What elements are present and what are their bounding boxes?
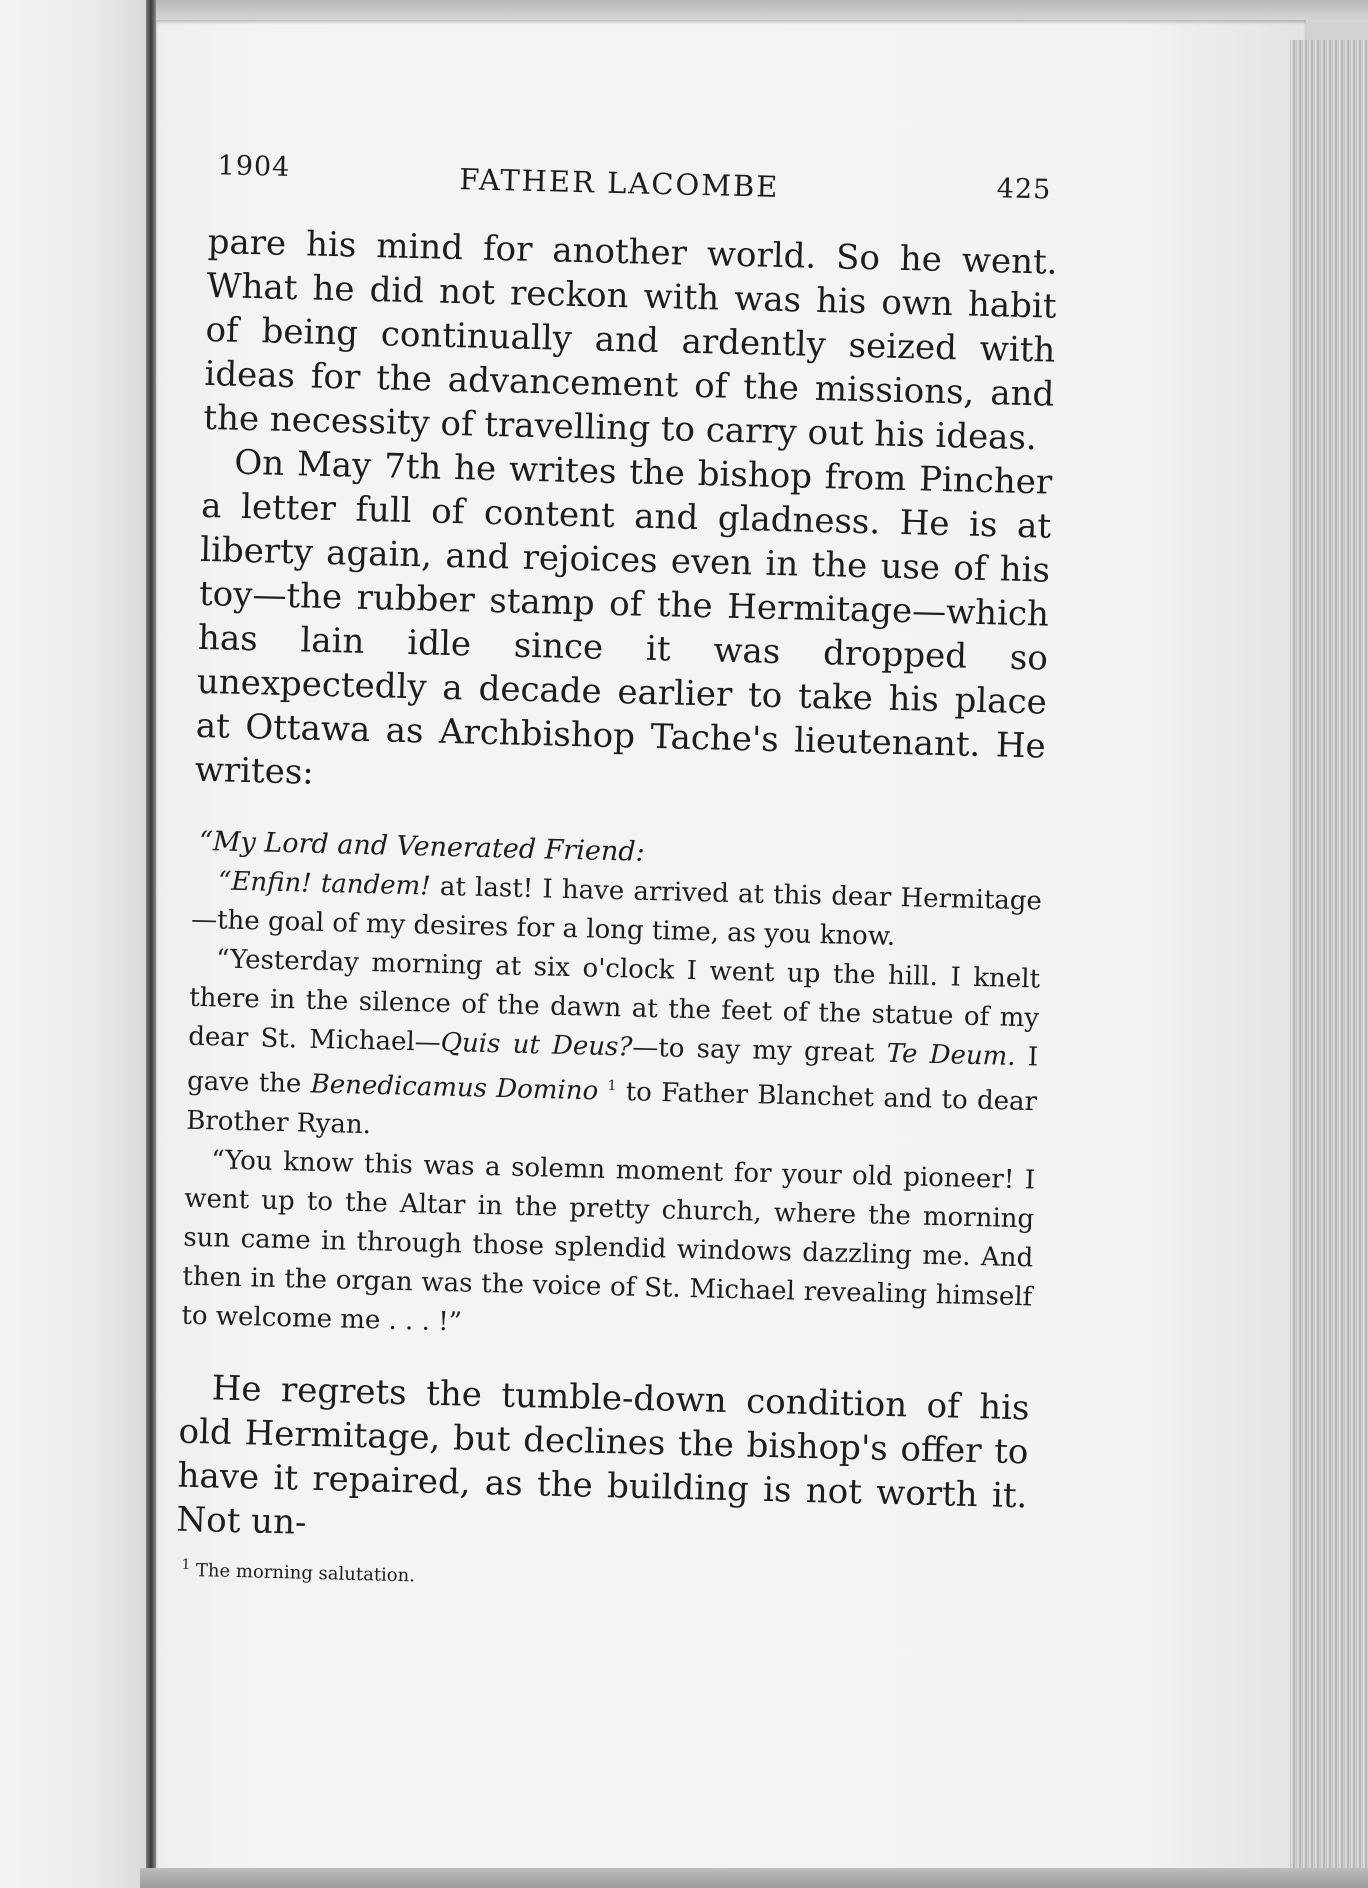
letter-text: “Yesterday morning at six o'clock I went up the hill. I knelt there in the silence of the dawn at the feet of the statue of my dear St. Michael— (187, 944, 1041, 1058)
footnote-text: The morning salutation. (189, 1559, 416, 1587)
footnote-mark: 1 (181, 1556, 191, 1573)
header-year: 1904 (217, 150, 291, 183)
letter-italic: Te Deum. (886, 1038, 1016, 1072)
letter-text: to Father Blanchet and to dear Brother Ryan. (185, 1076, 1038, 1140)
letter-text: I gave the (186, 1041, 1039, 1100)
page-text (175, 150, 1060, 1604)
top-shadow (150, 0, 1368, 22)
paragraph-3: He regrets the tumble-down condition of his old Hermitage, but declines the bishop's offer to have it repaired, as the building is not worth it. Not un- (176, 1368, 1030, 1543)
letter-paragraph-3: “You know this was a solemn moment for your old pioneer! I went up to the Altar in the pretty church, where the morning sun came in through those splendid windows dazzling me. And then in the organ was the voice of St. Michael revealing himself to welcome me . . . !” (181, 1144, 1036, 1338)
letter-italic: Quis ut Deus? (440, 1027, 633, 1063)
letter-paragraph-2 (186, 940, 1041, 1161)
paragraph-1: pare his mind for another world. So he went. What he did not reckon with was his own habit of being continually and ardently seized with ideas for the advancement of the missions, and the necessity of travelling to carry out his ideas. (202, 221, 1058, 459)
paragraph-2: On May 7th he writes the bishop from Pincher a letter full of content and gladness. He is at liberty again, and rejoices even in the use of his toy—the rubber stamp of the Hermitage—which has lain idle since it was dropped so unexpectedly a decade earlier to take his place at Ottawa as Archbishop Tache's lieutenant. He writes: (194, 442, 1053, 793)
letter-text: at last! I have arrived at this dear Hermitage—the goal of my desires for a long time, as you know. (190, 871, 1043, 952)
letter-salutation: “My Lord and Venerated Friend: (198, 825, 646, 868)
left-page-edge (0, 0, 150, 1888)
page-edges (1290, 40, 1368, 1888)
letter-italic: “Enfin! tandem! (217, 866, 432, 902)
book-gutter (146, 0, 156, 1888)
page-number: 425 (996, 173, 1052, 206)
footnote-reference: 1 (607, 1077, 617, 1095)
letter-italic: Benedicamus Domino (310, 1069, 599, 1107)
letter-text: —to say my great (631, 1032, 888, 1069)
bottom-edge (140, 1868, 1368, 1888)
header-title: FATHER LACOMBE (458, 162, 780, 204)
